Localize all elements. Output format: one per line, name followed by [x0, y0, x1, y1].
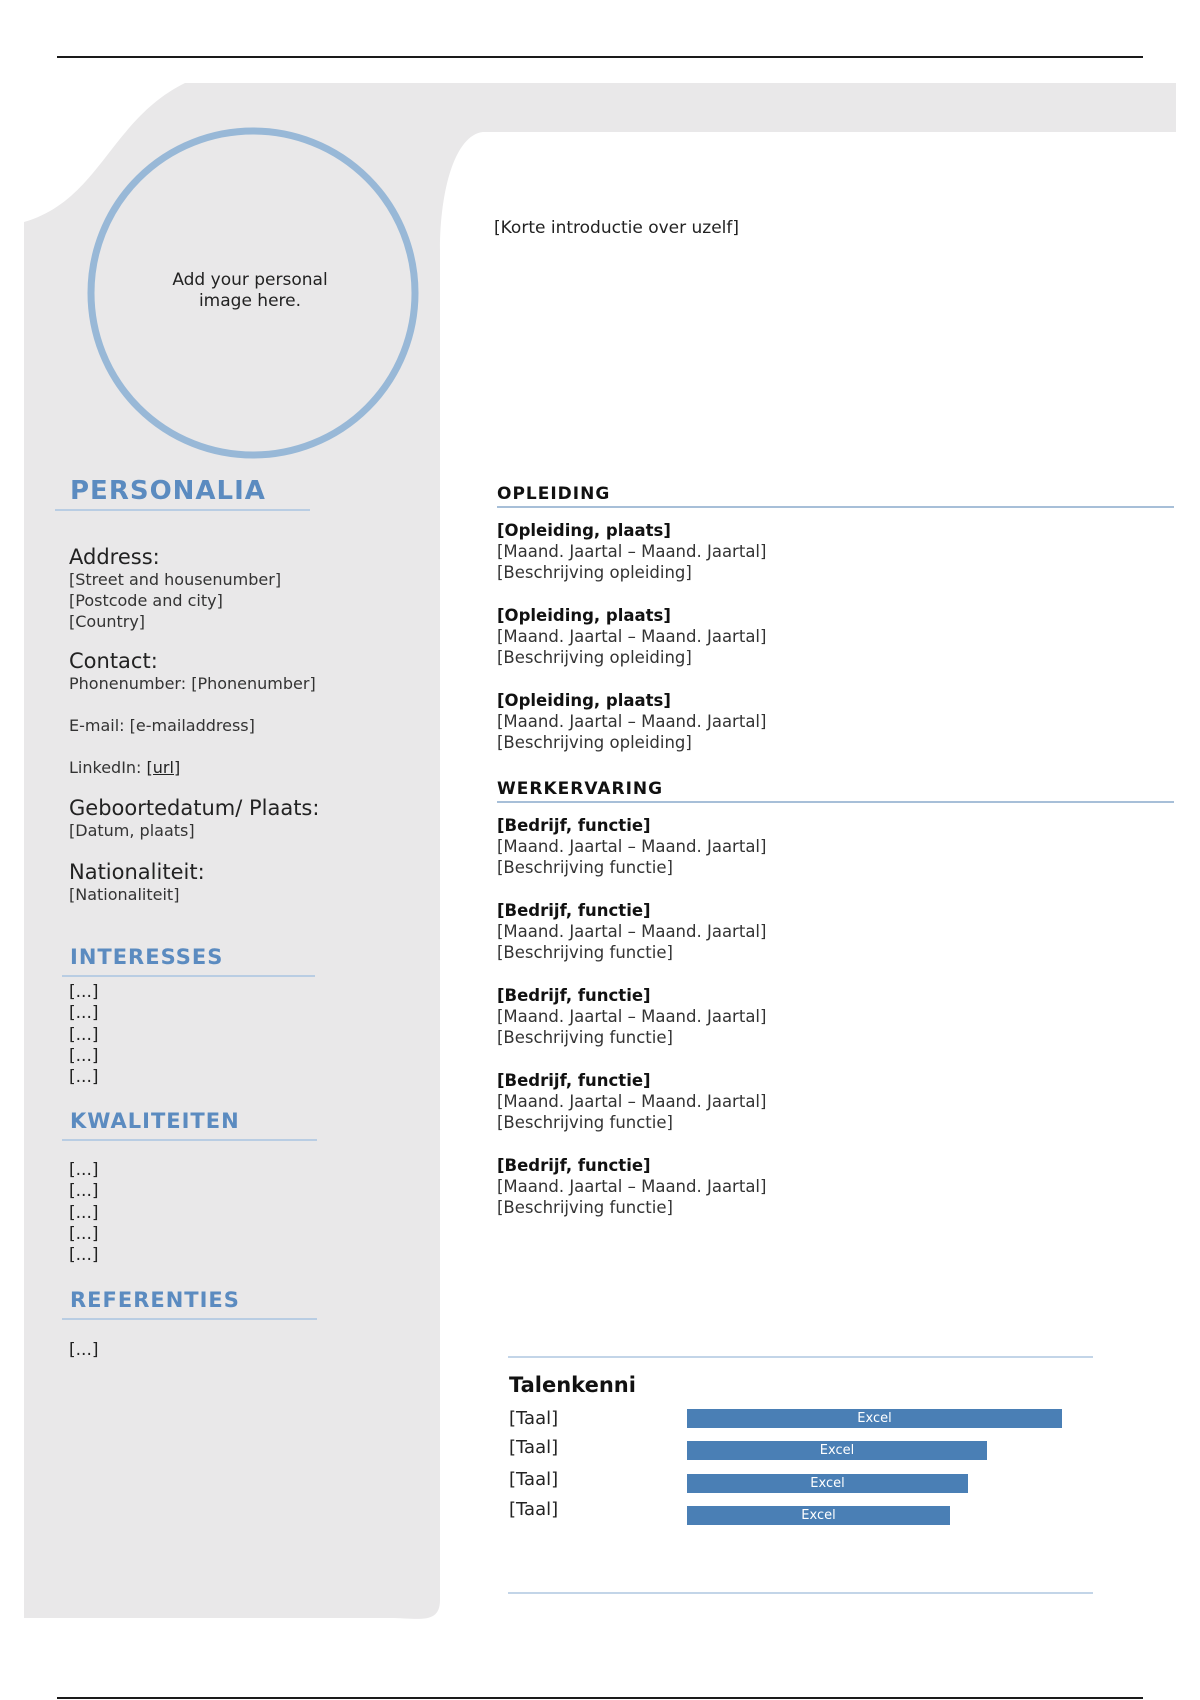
- opleiding-heading: OPLEIDING: [497, 484, 611, 504]
- list-item: [...]: [69, 1045, 99, 1066]
- opleiding-underline: [497, 506, 1174, 508]
- werkervaring-entry: [497, 900, 766, 963]
- entry-title: [Bedrijf, functie]: [497, 1071, 651, 1090]
- entry-description: [Beschrijving opleiding]: [497, 648, 692, 667]
- entry-period: [Maand. Jaartal – Maand. Jaartal]: [497, 1177, 767, 1196]
- language-name: [Taal]: [509, 1499, 559, 1520]
- opleiding-entry: [497, 605, 766, 668]
- list-item: [...]: [69, 1223, 99, 1244]
- entry-title: [Opleiding, plaats]: [497, 691, 671, 710]
- birth-label: Geboortedatum/ Plaats:: [69, 796, 320, 820]
- language-name: [Taal]: [509, 1408, 559, 1429]
- list-item: [...]: [69, 1202, 99, 1223]
- entry-period: [Maand. Jaartal – Maand. Jaartal]: [497, 922, 767, 941]
- interesses-heading: INTERESSES: [70, 945, 224, 969]
- entry-description: [Beschrijving opleiding]: [497, 563, 692, 582]
- email-address: E-mail: [e-mailaddress]: [69, 716, 255, 735]
- werkervaring-underline: [497, 801, 1174, 803]
- list-item: [...]: [69, 1003, 99, 1024]
- nationality-label: Nationaliteit:: [69, 860, 205, 884]
- entry-title: [Opleiding, plaats]: [497, 606, 671, 625]
- entry-period: [Maand. Jaartal – Maand. Jaartal]: [497, 837, 767, 856]
- entry-title: [Bedrijf, functie]: [497, 1156, 651, 1175]
- address-city: [Postcode and city]: [69, 591, 223, 610]
- phone-number: Phonenumber: [Phonenumber]: [69, 674, 316, 693]
- kwaliteiten-heading: KWALITEITEN: [70, 1109, 240, 1133]
- nationality-value: [Nationaliteit]: [69, 885, 180, 904]
- list-item: [...]: [69, 1067, 99, 1088]
- entry-description: [Beschrijving functie]: [497, 943, 673, 962]
- werkervaring-entry: [497, 985, 766, 1048]
- personalia-details: [69, 545, 419, 905]
- entry-title: [Bedrijf, functie]: [497, 901, 651, 920]
- talenkennis-bottom-line: [508, 1592, 1093, 1594]
- referenties-heading: REFERENTIES: [70, 1288, 240, 1312]
- address-street: [Street and housenumber]: [69, 570, 282, 589]
- referenties-list: [69, 1340, 98, 1361]
- entry-description: [Beschrijving functie]: [497, 858, 673, 877]
- kwaliteiten-list: [69, 1160, 98, 1266]
- language-level-bar: Excel: [687, 1409, 1062, 1428]
- photo-placeholder[interactable]: Add your personal image here.: [172, 270, 328, 311]
- contact-label: Contact:: [69, 649, 158, 673]
- entry-title: [Bedrijf, functie]: [497, 816, 651, 835]
- address-country: [Country]: [69, 612, 146, 631]
- entry-description: [Beschrijving functie]: [497, 1198, 673, 1217]
- talenkennis-heading: Talenkenni: [509, 1373, 636, 1397]
- werkervaring-entry: [497, 1070, 766, 1133]
- entry-period: [Maand. Jaartal – Maand. Jaartal]: [497, 1007, 767, 1026]
- linkedin-url-link[interactable]: [url]: [146, 758, 181, 777]
- list-item: [...]: [69, 1181, 99, 1202]
- interesses-underline: [62, 975, 315, 977]
- address-label: Address:: [69, 545, 160, 569]
- referenties-underline: [62, 1318, 317, 1320]
- language-name: [Taal]: [509, 1469, 559, 1490]
- list-item: [...]: [69, 1024, 99, 1045]
- werkervaring-entry: [497, 1155, 766, 1218]
- interesses-list: [69, 982, 98, 1088]
- opleiding-entry: [497, 690, 766, 753]
- intro-text: [Korte introductie over uzelf]: [494, 218, 740, 238]
- linkedin: [69, 757, 419, 778]
- language-level-bar: Excel: [687, 1441, 987, 1460]
- entry-period: [Maand. Jaartal – Maand. Jaartal]: [497, 712, 767, 731]
- entry-period: [Maand. Jaartal – Maand. Jaartal]: [497, 627, 767, 646]
- personalia-underline: [55, 509, 310, 511]
- entry-period: [Maand. Jaartal – Maand. Jaartal]: [497, 1092, 767, 1111]
- entry-description: [Beschrijving opleiding]: [497, 733, 692, 752]
- language-level-bar: Excel: [687, 1474, 968, 1493]
- kwaliteiten-underline: [62, 1139, 317, 1141]
- list-item: [...]: [69, 982, 99, 1002]
- entry-description: [Beschrijving functie]: [497, 1028, 673, 1047]
- entry-description: [Beschrijving functie]: [497, 1113, 673, 1132]
- linkedin-label: LinkedIn:: [69, 758, 147, 777]
- werkervaring-entry: [497, 815, 766, 878]
- language-name: [Taal]: [509, 1437, 559, 1458]
- personalia-heading: PERSONALIA: [70, 476, 266, 506]
- language-level-bar: Excel: [687, 1506, 950, 1525]
- list-item: [...]: [69, 1340, 99, 1360]
- birth-value: [Datum, plaats]: [69, 821, 195, 840]
- entry-title: [Opleiding, plaats]: [497, 521, 671, 540]
- list-item: [...]: [69, 1245, 99, 1266]
- entry-period: [Maand. Jaartal – Maand. Jaartal]: [497, 542, 767, 561]
- talenkennis-top-line: [508, 1356, 1093, 1358]
- entry-title: [Bedrijf, functie]: [497, 986, 651, 1005]
- werkervaring-heading: WERKERVARING: [497, 779, 664, 799]
- opleiding-entry: [497, 520, 766, 583]
- list-item: [...]: [69, 1160, 99, 1180]
